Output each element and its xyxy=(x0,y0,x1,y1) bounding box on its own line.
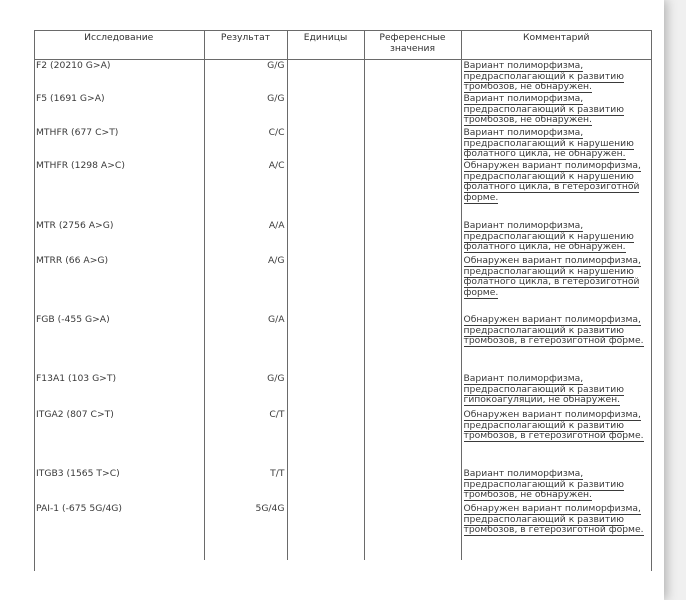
test-reference xyxy=(364,220,461,255)
test-result: G/G xyxy=(204,60,287,94)
test-name: MTR (2756 A>G) xyxy=(34,220,204,255)
test-comment xyxy=(461,255,651,314)
test-result: A/C xyxy=(204,160,287,220)
comment-text: Обнаружен вариант полиморфизма, предрасполагающий к развитию тромбозов, в гетерозиготной форме. xyxy=(463,409,644,441)
test-name: F5 (1691 G>A) xyxy=(34,93,204,127)
comment-text: Вариант полиморфизма, предрасполагающий к развитию гипокоагуляции, не обнаружен. xyxy=(463,373,624,405)
test-comment xyxy=(461,503,651,560)
test-name: ITGB3 (1565 T>C) xyxy=(34,468,204,503)
test-comment xyxy=(461,314,651,373)
table-row xyxy=(34,60,651,94)
test-result: A/A xyxy=(204,220,287,255)
table-row xyxy=(34,220,651,255)
test-result: C/C xyxy=(204,127,287,160)
test-reference xyxy=(364,160,461,220)
test-units xyxy=(287,60,364,94)
test-result: A/G xyxy=(204,255,287,314)
table-row xyxy=(34,468,651,503)
genetic-test-results-table xyxy=(34,30,651,560)
test-reference xyxy=(364,314,461,373)
test-name: MTHFR (677 C>T) xyxy=(34,127,204,160)
comment-text: Вариант полиморфизма, предрасполагающий к развитию тромбозов, не обнаружен. xyxy=(463,60,624,92)
test-reference xyxy=(364,60,461,94)
table-row xyxy=(34,255,651,314)
test-comment xyxy=(461,373,651,409)
test-name: MTHFR (1298 A>C) xyxy=(34,160,204,220)
test-name: MTRR (66 A>G) xyxy=(34,255,204,314)
comment-text: Обнаружен вариант полиморфизма, предрасполагающий к развитию тромбозов, в гетерозиготной форме. xyxy=(463,503,644,535)
test-name: FGB (-455 G>A) xyxy=(34,314,204,373)
table-header-row xyxy=(34,30,651,60)
test-result: 5G/4G xyxy=(204,503,287,560)
comment-text: Обнаружен вариант полиморфизма, предрасполагающий к нарушению фолатного цикла, в гетерозиготной форме. xyxy=(463,160,641,203)
test-units xyxy=(287,160,364,220)
comment-text: Вариант полиморфизма, предрасполагающий к развитию тромбозов, не обнаружен. xyxy=(463,468,624,500)
table-row xyxy=(34,93,651,127)
test-name: PAI-1 (-675 5G/4G) xyxy=(34,503,204,560)
test-comment xyxy=(461,160,651,220)
test-units xyxy=(287,127,364,160)
table-row xyxy=(34,127,651,160)
comment-text: Вариант полиморфизма, предрасполагающий к развитию тромбозов, не обнаружен. xyxy=(463,93,624,125)
test-comment xyxy=(461,468,651,503)
test-comment xyxy=(461,409,651,468)
comment-text: Обнаружен вариант полиморфизма, предрасполагающий к нарушению фолатного цикла, в гетерозиготной форме. xyxy=(463,255,641,298)
comment-text: Вариант полиморфизма, предрасполагающий к нарушению фолатного цикла, не обнаружен. xyxy=(463,220,634,252)
test-comment xyxy=(461,60,651,94)
header-units: Единицы xyxy=(287,30,364,60)
comment-text: Обнаружен вариант полиморфизма, предрасполагающий к развитию тромбозов, в гетерозиготной форме. xyxy=(463,314,644,346)
test-units xyxy=(287,220,364,255)
test-result: G/G xyxy=(204,93,287,127)
test-name: ITGA2 (807 C>T) xyxy=(34,409,204,468)
test-units xyxy=(287,314,364,373)
header-result: Результат xyxy=(204,30,287,60)
table-row xyxy=(34,373,651,409)
test-reference xyxy=(364,93,461,127)
test-reference xyxy=(364,373,461,409)
test-result: T/T xyxy=(204,468,287,503)
test-reference xyxy=(364,255,461,314)
test-reference xyxy=(364,409,461,468)
test-reference xyxy=(364,468,461,503)
test-units xyxy=(287,503,364,560)
comment-text: Вариант полиморфизма, предрасполагающий к нарушению фолатного цикла, не обнаружен. xyxy=(463,127,634,159)
test-comment xyxy=(461,93,651,127)
table-row xyxy=(34,160,651,220)
test-reference xyxy=(364,503,461,560)
test-name: F13A1 (103 G>T) xyxy=(34,373,204,409)
table-row xyxy=(34,503,651,560)
header-comment: Комментарий xyxy=(461,30,651,60)
table-row xyxy=(34,409,651,468)
table-row xyxy=(34,314,651,373)
test-units xyxy=(287,373,364,409)
test-result: C/T xyxy=(204,409,287,468)
test-units xyxy=(287,468,364,503)
test-units xyxy=(287,409,364,468)
test-units xyxy=(287,255,364,314)
test-comment xyxy=(461,127,651,160)
header-test: Исследование xyxy=(34,30,204,60)
test-units xyxy=(287,93,364,127)
header-reference: Референсные значения xyxy=(364,30,461,60)
test-result: G/A xyxy=(204,314,287,373)
test-reference xyxy=(364,127,461,160)
test-name: F2 (20210 G>A) xyxy=(34,60,204,94)
test-comment xyxy=(461,220,651,255)
test-result: G/G xyxy=(204,373,287,409)
